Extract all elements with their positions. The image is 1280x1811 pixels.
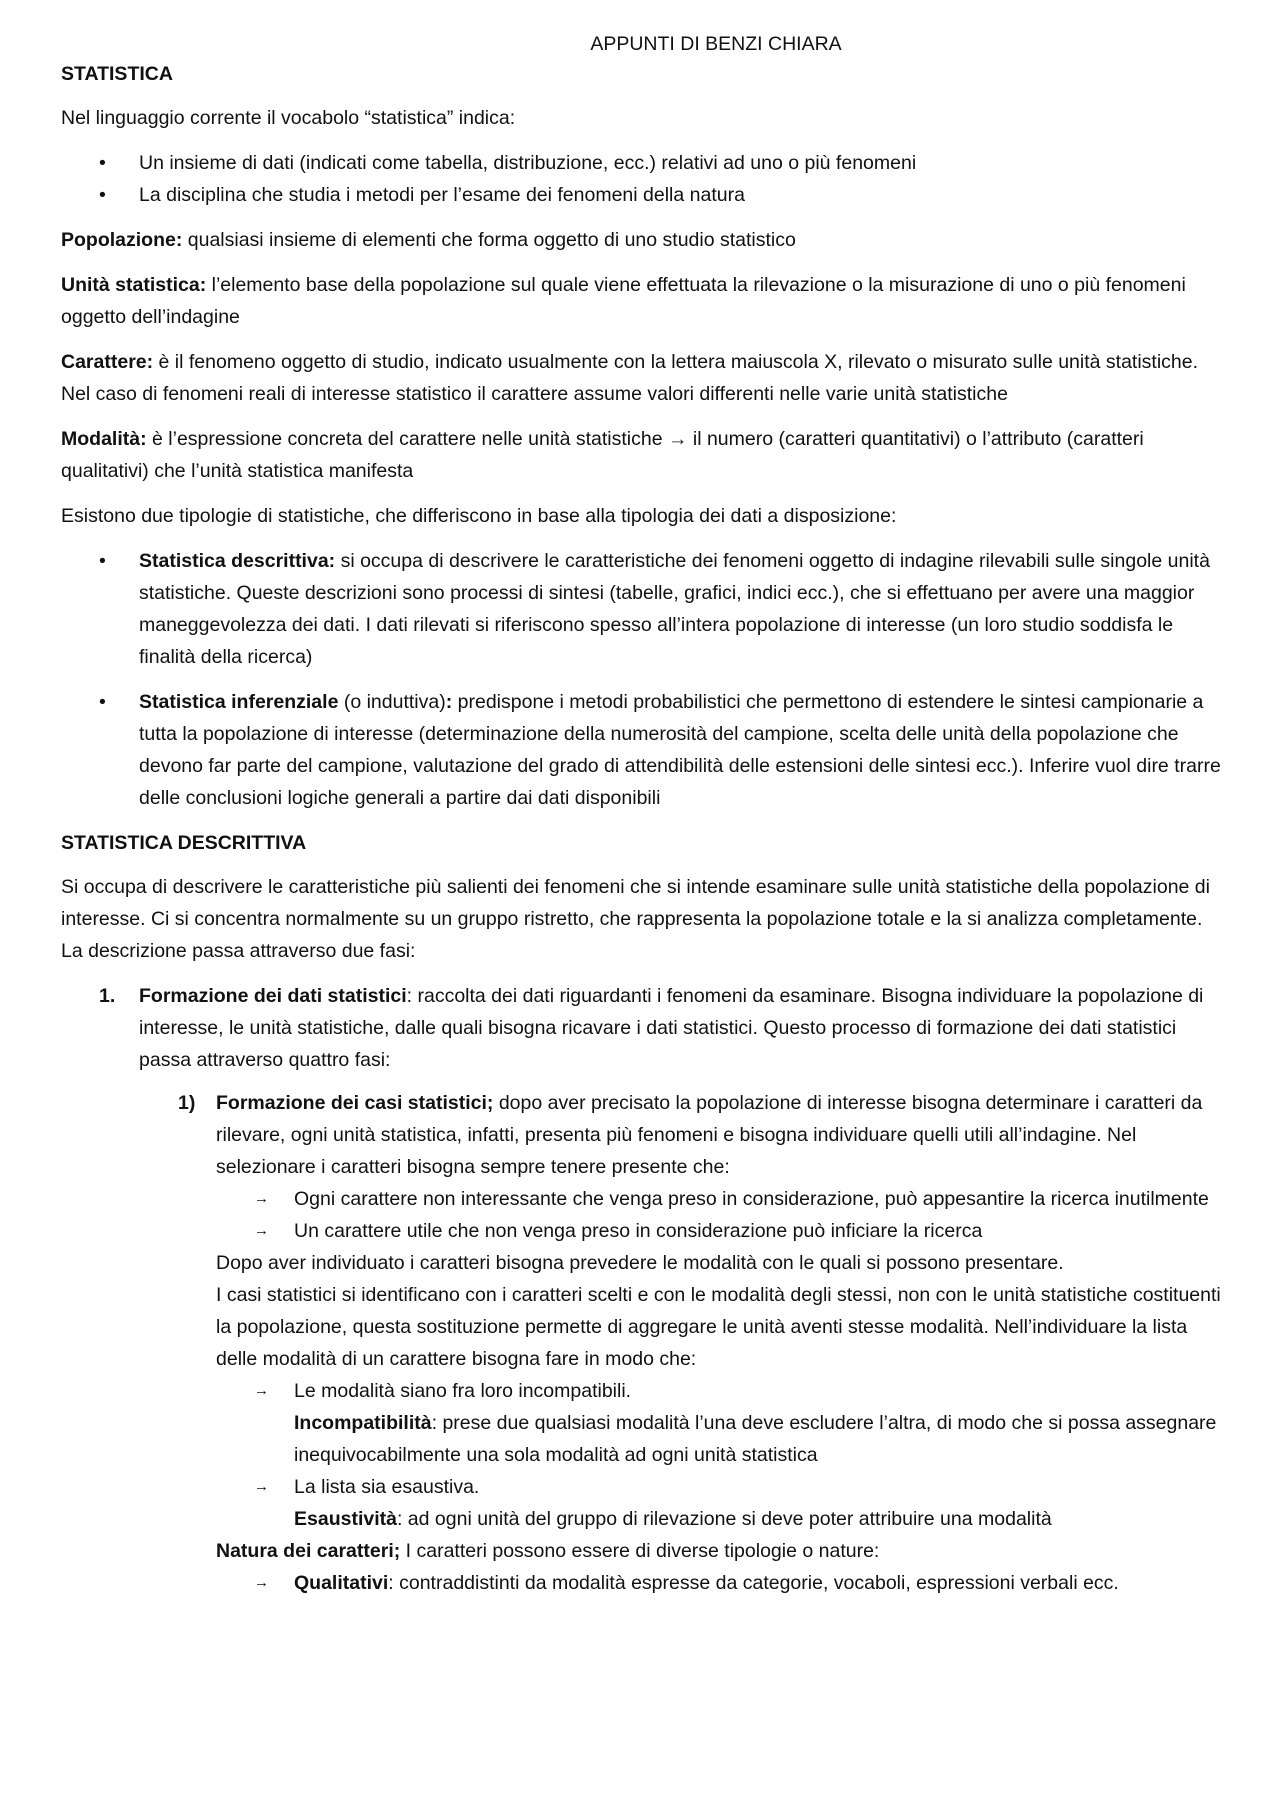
step-intro <box>216 1087 1221 1183</box>
arrow-icon: → <box>254 1478 269 1495</box>
arrow-list-caratteri <box>216 1183 1221 1247</box>
definition-popolazione <box>61 224 1221 256</box>
section-title-statistica: STATISTICA <box>61 63 173 85</box>
term: Statistica descrittiva: <box>139 550 336 572</box>
page-header: APPUNTI DI BENZI CHIARA <box>590 33 842 55</box>
list-item <box>216 1183 1221 1215</box>
definition-modalita <box>61 423 1221 487</box>
item-text: Un carattere utile che non venga preso in considerazione può inficiare la ricerca <box>294 1220 983 1242</box>
list-item <box>216 1375 1221 1471</box>
term-note: (o induttiva) <box>338 691 446 713</box>
definition-bullet-list <box>61 147 1221 211</box>
descrittiva-intro: Si occupa di descrivere le caratteristiche più salienti dei fenomeni che si intende esaminare sulle unità statistiche della popolazione di interesse. Ci si concentra normalmente su un gruppo ristretto, che rappresenta la popolazione totale e la si analizza completamente. La descrizione passa attraverso due fasi: <box>61 876 1210 962</box>
definition-unita-statistica <box>61 269 1221 333</box>
list-item <box>216 1215 1221 1247</box>
phase-1 <box>61 980 1221 1076</box>
term: Incompatibilità <box>294 1412 432 1434</box>
item-definition <box>294 1503 1221 1535</box>
term-colon: : <box>445 691 453 713</box>
paragraph: Dopo aver individuato i caratteri bisogna prevedere le modalità con le quali si possono presentare. <box>216 1252 1064 1274</box>
term: Statistica inferenziale <box>139 691 339 713</box>
term: Popolazione: <box>61 229 183 251</box>
list-item <box>61 686 1221 814</box>
term: Unità statistica: <box>61 274 207 296</box>
term: Qualitativi <box>294 1572 389 1594</box>
arrow-list-modalita <box>216 1375 1221 1535</box>
term: Formazione dei dati statistici <box>139 985 407 1007</box>
list-item <box>216 1471 1221 1535</box>
phase-number: 1. <box>99 985 116 1007</box>
item-text: si occupa di descrivere le caratteristiche dei fenomeni oggetto di indagine rilevabili sulle singole unità statistiche. Queste descrizioni sono processi di sintesi (tabelle, grafici, indici ecc.), che si effettuano per avere una maggior maneggevolezza dei dati. I dati rilevati si riferiscono spesso all’intera popolazione di interesse (un loro studio soddisfa le finalità della ricerca) <box>139 550 1210 668</box>
step-1 <box>61 1087 1221 1599</box>
term: Modalità: <box>61 428 147 450</box>
item-text: : contraddistinti da modalità espresse da categorie, vocaboli, espressioni verbali ecc. <box>388 1572 1119 1594</box>
arrow-icon: → <box>254 1382 269 1399</box>
definition-text: qualsiasi insieme di elementi che forma oggetto di uno studio statistico <box>182 229 796 251</box>
item-text: Ogni carattere non interessante che venga preso in considerazione, può appesantire la ricerca inutilmente <box>294 1188 1209 1210</box>
types-intro: Esistono due tipologie di statistiche, che differiscono in base alla tipologia dei dati a disposizione: <box>61 505 897 527</box>
term: Carattere: <box>61 351 154 373</box>
list-item: • La disciplina che studia i metodi per l’esame dei fenomeni della natura <box>61 179 1221 211</box>
step-text: dopo aver precisato la popolazione di interesse bisogna determinare i caratteri da rilevare, ogni unità statistica, infatti, presenta più fenomeni e bisogna individuare quelli utili all’indagine. Nel selezionare i caratteri bisogna sempre tenere presente che: <box>216 1092 1203 1178</box>
item-definition <box>294 1407 1221 1471</box>
item-line: Le modalità siano fra loro incompatibili. <box>294 1380 632 1402</box>
list-item <box>216 1567 1221 1599</box>
step-number: 1) <box>178 1092 196 1114</box>
definition-text: l’elemento base della popolazione sul quale viene effettuata la rilevazione o la misurazione di uno o più fenomeni oggetto dell’indagine <box>61 274 1186 328</box>
definition-text: : ad ogni unità del gruppo di rilevazione si deve poter attribuire una modalità <box>396 1508 1052 1530</box>
section-title-statistica-descrittiva: STATISTICA DESCRITTIVA <box>61 832 307 854</box>
paragraph: I casi statistici si identificano con i caratteri scelti e con le modalità degli stessi, non con le unità statistiche costituenti la popolazione, questa sostituzione permette di aggregare le unità aventi stesse modalità. Nell’individuare la lista delle modalità di un carattere bisogna fare in modo che: <box>216 1284 1221 1370</box>
definition-carattere <box>61 346 1221 410</box>
nature-paragraph <box>216 1535 1221 1567</box>
term: Formazione dei casi statistici; <box>216 1092 494 1114</box>
item-text: predispone i metodi probabilistici che permettono di estendere le sintesi campionarie a tutta la popolazione di interesse (determinazione della numerosità del campione, scelta delle unità della popolazione che devono far parte del campione, valutazione del grado di attendibilità delle estensioni delle sintesi ecc.). Inferire vuol dire trarre delle conclusioni logiche generali a partire dai dati disponibili <box>139 691 1221 809</box>
types-bullet-list <box>61 545 1221 814</box>
arrow-list-nature <box>216 1567 1221 1599</box>
document-page <box>61 30 1221 1599</box>
term: Natura dei caratteri; <box>216 1540 401 1562</box>
definition-text: è l’espressione concreta del carattere nelle unità statistiche → il numero (caratteri quantitativi) o l’attributo (caratteri qualitativi) che l’unità statistica manifesta <box>61 428 1144 482</box>
item-line: La lista sia esaustiva. <box>294 1476 480 1498</box>
arrow-icon: → <box>254 1190 269 1207</box>
list-item: • Un insieme di dati (indicati come tabella, distribuzione, ecc.) relativi ad uno o più fenomeni <box>61 147 1221 179</box>
arrow-icon: → <box>254 1574 269 1591</box>
term: Esaustività <box>294 1508 397 1530</box>
definition-text: : prese due qualsiasi modalità l’una deve escludere l’altra, di modo che si possa assegnare inequivocabilmente una sola modalità ad ogni unità statistica <box>294 1412 1217 1466</box>
arrow-icon: → <box>254 1222 269 1239</box>
definition-text: è il fenomeno oggetto di studio, indicato usualmente con la lettera maiuscola X, rilevato o misurato sulle unità statistiche. Nel caso di fenomeni reali di interesse statistico il carattere assume valori differenti nelle varie unità statistiche <box>61 351 1199 405</box>
phase-text: : raccolta dei dati riguardanti i fenomeni da esaminare. Bisogna individuare la popolazione di interesse, le unità statistiche, dalle quali bisogna ricavare i dati statistici. Questo processo di formazione dei dati statistici passa attraverso quattro fasi: <box>139 985 1204 1071</box>
intro-paragraph: Nel linguaggio corrente il vocabolo “statistica” indica: <box>61 107 516 129</box>
list-item <box>61 545 1221 673</box>
nature-text: I caratteri possono essere di diverse tipologie o nature: <box>400 1540 880 1562</box>
